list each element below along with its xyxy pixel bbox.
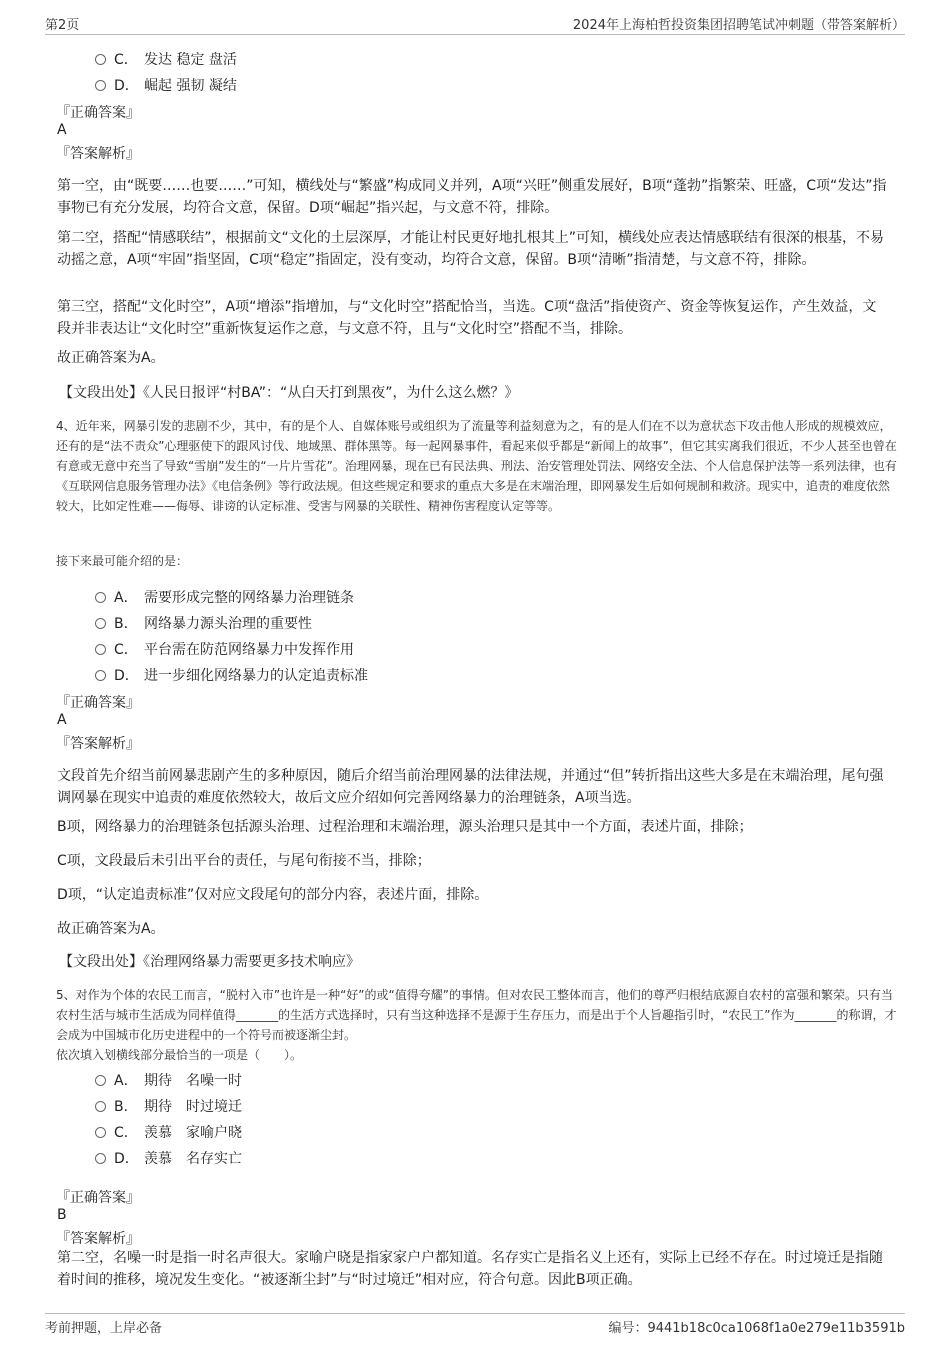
- option-letter: B．: [114, 1099, 138, 1115]
- option-letter: A．: [114, 1073, 138, 1089]
- q3-analysis-para-1: 第一空，由“既要……也要……”可知，横线处与“繁盛”构成同义并列，A项“兴旺”侧重发展好，B项“蓬勃”指繁荣、旺盛，C项“发达”指事物已有充分发展，均符合文意，保留。D项“崛起”指兴起，与文意不符，排除。: [57, 178, 887, 216]
- option-text: 进一步细化网络暴力的认定追责标准: [144, 668, 368, 684]
- q3-analysis-para-2: 第二空，搭配“情感联结”，根据前文“文化的土层深厚，才能让村民更好地扎根其上”可知，横线处应表达情感联结有很深的根基，不易动摇之意，A项“牢固”指坚固，C项“稳定”指固定，没有变动，均符合文意，保留。B项“清晰”指清楚，与文意不符，排除。: [57, 230, 885, 268]
- option-letter: C．: [114, 1125, 138, 1141]
- q4-option-d[interactable]: [95, 665, 368, 685]
- q3-option-c[interactable]: [95, 49, 237, 69]
- q3-option-d[interactable]: [95, 75, 237, 95]
- q4-analysis-para-4: D项，“认定追责标准”仅对应文段尾句的部分内容，表述片面，排除。: [57, 887, 489, 903]
- page-header: [45, 14, 905, 35]
- q5-option-c[interactable]: [95, 1122, 242, 1142]
- q4-analysis-para-2: B项，网络暴力的治理链条包括源头治理、过程治理和末端治理，源头治理只是其中一个方面，表述片面，排除；: [57, 819, 753, 835]
- q5-prompt: 依次填入划横线部分最恰当的一项是（ ）。: [56, 1048, 303, 1062]
- option-text: 期待 时过境迁: [144, 1099, 242, 1115]
- option-letter: C．: [114, 642, 138, 658]
- radio-icon[interactable]: [95, 1153, 106, 1164]
- option-text: 期待 名噪一时: [144, 1073, 242, 1089]
- q3-answer-label: 『正确答案』: [56, 105, 140, 121]
- radio-icon[interactable]: [95, 670, 106, 681]
- q5-stem: 5、对作为个体的农民工而言，“脱村入市”也许是一种“好”的或“值得夸耀”的事情。但对农民工整体而言，他们的尊严归根结底源自农村的富强和繁荣。只有当农村生活与城市生活成为同样值得_______的生活方式选择时，只有当这种选择不是源于生存压力，而是出于个人旨趣指引时，“农民工”作为_______的称谓，才会成为中国城市化历史进程中的一个符号而被逐渐尘封。: [56, 988, 897, 1042]
- footer-serial: 编号：9441b18c0ca1068f1a0e279e11b3591b: [608, 1321, 905, 1336]
- option-letter: D．: [114, 668, 139, 684]
- q5-answer: B: [57, 1207, 67, 1223]
- radio-icon[interactable]: [95, 644, 106, 655]
- q5-analysis-para-1: 第二空，名噪一时是指一时名声很大。家喻户晓是指家家户户都知道。名存实亡是指名义上还有，实际上已经不存在。时过境迁是指随着时间的推移，境况发生变化。“被逐渐尘封”与“时过境迁”相对应，符合句意。因此B项正确。: [57, 1250, 883, 1288]
- q3-analysis-para-3: 第三空，搭配“文化时空”，A项“增添”指增加，与“文化时空”搭配恰当，当选。C项“盘活”指使资产、资金等恢复运作，产生效益，文段并非表达让“文化时空”重新恢复运作之意，与文意不符，且与“文化时空”搭配不当，排除。: [57, 299, 877, 337]
- option-letter: B．: [114, 616, 138, 632]
- option-text: 网络暴力源头治理的重要性: [144, 616, 312, 632]
- q4-option-a[interactable]: [95, 587, 354, 607]
- option-text: 平台需在防范网络暴力中发挥作用: [144, 642, 354, 658]
- page-footer: [45, 1313, 905, 1336]
- q4-option-b[interactable]: [95, 613, 312, 633]
- option-text: 崛起 强韧 凝结: [144, 78, 237, 94]
- option-letter: D．: [114, 1151, 139, 1167]
- q4-source: 【文段出处】《治理网络暴力需要更多技术响应》: [59, 954, 360, 970]
- option-text: 需要形成完整的网络暴力治理链条: [144, 590, 354, 606]
- radio-icon[interactable]: [95, 592, 106, 603]
- q4-prompt: 接下来最可能介绍的是：: [56, 554, 189, 568]
- radio-icon[interactable]: [95, 1075, 106, 1086]
- option-text: 羡慕 名存实亡: [144, 1151, 242, 1167]
- q3-source: 【文段出处】《人民日报评“村BA”：“从白天打到黑夜”，为什么这么燃？》: [59, 385, 519, 401]
- radio-icon[interactable]: [95, 618, 106, 629]
- q4-conclusion: 故正确答案为A。: [57, 921, 165, 937]
- option-text: 羡慕 家喻户晓: [144, 1125, 242, 1141]
- option-letter: A．: [114, 590, 138, 606]
- radio-icon[interactable]: [95, 80, 106, 91]
- q4-answer: A: [57, 712, 67, 728]
- q4-analysis-para-1: 文段首先介绍当前网暴悲剧产生的多种原因，随后介绍当前治理网暴的法律法规，并通过“但”转折指出这些大多是在末端治理，尾句强调网暴在现实中追责的难度依然较大，故后文应介绍如何完善网络暴力的治理链条，A项当选。: [57, 768, 884, 806]
- q3-answer: A: [57, 122, 67, 138]
- footer-slogan: 考前押题，上岸必备: [45, 1321, 163, 1336]
- q4-stem: 4、近年来，网暴引发的悲剧不少，其中，有的是个人、自媒体账号或组织为了流量等利益刻意为之，有的是人们在不以为意状态下攻击他人形成的规模效应，还有的是“法不责众”心理驱使下的跟风讨伐、地域黑、群体黑等。每一起网暴事件，看起来似乎都是“新闻上的故事”，但它其实离我们很近，不少人甚至也曾在有意或无意中充当了导致“雪崩”发生的“一片片雪花”。治理网暴，现在已有民法典、刑法、治安管理处罚法、网络安全法、个人信息保护法等一系列法律，也有《互联网信息服务管理办法》《电信条例》等行政法规。但这些规定和要求的重点大多是在末端治理，即网暴发生后如何规制和救济。现实中，追责的难度依然较大，比如定性难——侮辱、诽谤的认定标准、受害与网暴的关联性、精神伤害程度认定等等。: [56, 419, 897, 513]
- option-letter: C．: [114, 52, 138, 68]
- q5-analysis-label: 『答案解析』: [56, 1231, 140, 1247]
- q4-analysis-label: 『答案解析』: [56, 736, 140, 752]
- q5-option-d[interactable]: [95, 1148, 242, 1168]
- radio-icon[interactable]: [95, 54, 106, 65]
- q4-answer-label: 『正确答案』: [56, 695, 140, 711]
- q3-conclusion: 故正确答案为A。: [57, 350, 165, 366]
- document-title: 2024年上海柏哲投资集团招聘笔试冲刺题（带答案解析）: [572, 18, 905, 33]
- q3-analysis-label: 『答案解析』: [56, 146, 140, 162]
- q4-option-c[interactable]: [95, 639, 354, 659]
- q5-option-a[interactable]: [95, 1070, 242, 1090]
- q4-analysis-para-3: C项，文段最后未引出平台的责任，与尾句衔接不当，排除；: [57, 853, 431, 869]
- page-number: 第2页: [45, 18, 80, 33]
- q5-answer-label: 『正确答案』: [56, 1190, 140, 1206]
- option-letter: D．: [114, 78, 139, 94]
- radio-icon[interactable]: [95, 1101, 106, 1112]
- option-text: 发达 稳定 盘活: [144, 52, 237, 68]
- q5-option-b[interactable]: [95, 1096, 242, 1116]
- radio-icon[interactable]: [95, 1127, 106, 1138]
